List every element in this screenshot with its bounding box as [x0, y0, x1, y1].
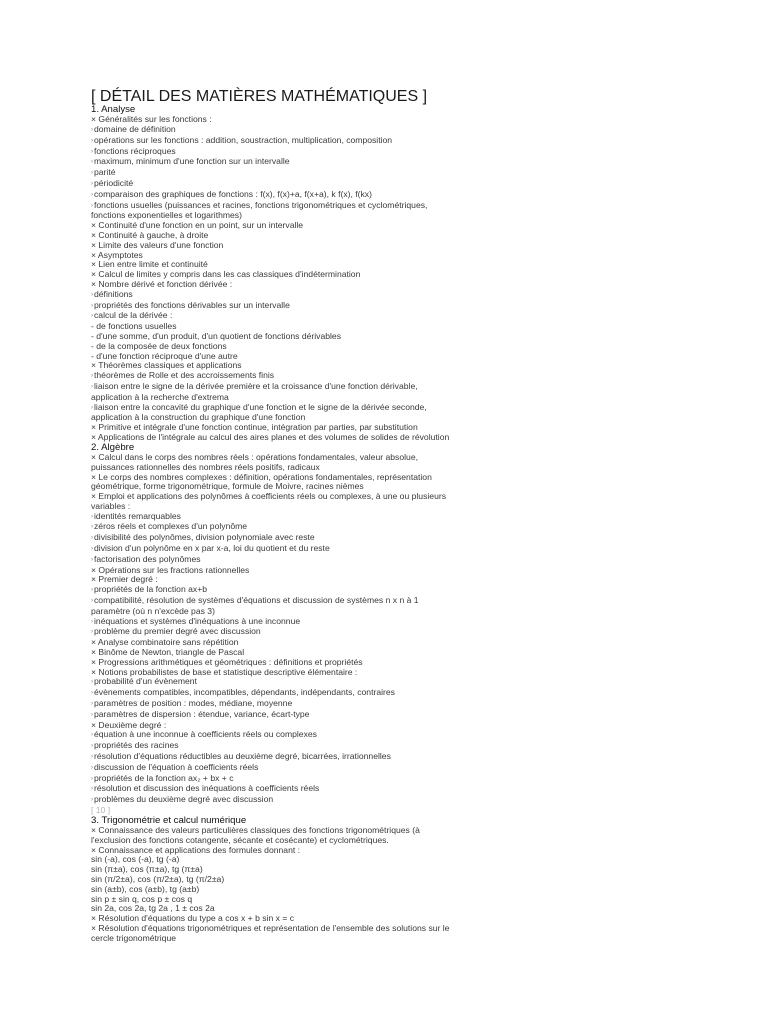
line-text: calcul de la dérivée : [94, 310, 173, 321]
line-text: × Nombre dérivé et fonction dérivée : [91, 278, 233, 289]
line-text: × Résolution d'équations du type a cos x + b sin x = c [91, 913, 295, 924]
sub-item [91, 168, 451, 179]
line-text: × Analyse combinatoire sans répétition [91, 637, 239, 648]
line-text: sin (π±a), cos (π±a), tg (π±a) [91, 864, 203, 875]
bullet-arrow-icon: › [91, 148, 93, 155]
line-text: propriétés des racines [94, 740, 179, 751]
line-text: évènements compatibles, incompatibles, dépendants, indépendants, contraires [94, 687, 395, 698]
line-text: propriétés de la fonction ax₂ + bx + c [94, 772, 234, 783]
line-text: × Connaissance et applications des formules donnant : [91, 844, 301, 855]
line-text: parité [94, 167, 116, 178]
line-text: opérations sur les fonctions : addition, soustraction, multiplication, composition [94, 134, 393, 145]
line-text: théorèmes de Rolle et des accroissements finis [94, 370, 275, 381]
line-text: × Progressions arithmétiques et géométriques : définitions et propriétés [91, 656, 363, 667]
content-list [91, 105, 451, 944]
line-text: liaison entre le signe de la dérivée première et la croissance d'une fonction dérivable, application à la recherche d'extrema [91, 380, 418, 402]
line-text: factorisation des polynômes [94, 553, 201, 564]
line-text: zéros réels et complexes d'un polynôme [94, 521, 248, 532]
bullet-arrow-icon: › [91, 404, 93, 411]
line-text: × Théorèmes classiques et applications [91, 360, 242, 371]
line-text: sin (π/2±a), cos (π/2±a), tg (π/2±a) [91, 873, 225, 884]
list-item [91, 492, 451, 512]
line-text: fonctions réciproques [94, 145, 176, 156]
line-text: × Binôme de Newton, triangle de Pascal [91, 647, 245, 658]
bullet-arrow-icon: › [91, 383, 93, 390]
line-text: discussion de l'équation à coefficients réels [94, 761, 259, 772]
line-text: définitions [94, 288, 133, 299]
bullet-arrow-icon: › [91, 546, 93, 553]
line-text: × Continuité d'une fonction en un point, sur un intervalle [91, 220, 304, 231]
line-text: × Lien entre limite et continuité [91, 259, 208, 270]
bullet-arrow-icon: › [91, 137, 93, 144]
line-text: propriétés des fonctions dérivables sur un intervalle [94, 299, 290, 310]
line-text: divisibilité des polynômes, division polynomiale avec reste [94, 532, 315, 543]
line-text: × Connaissance des valeurs particulières classiques des fonctions trigonométriques (à l'exclusion des fonctions cotangente, sécante et cosécante) et cyclométriques. [91, 825, 420, 845]
line-text: - d'une fonction réciproque d'une autre [91, 350, 238, 361]
list-item [91, 473, 451, 493]
line-text: problème du premier degré avec discussion [94, 626, 261, 637]
sub-item [91, 157, 451, 168]
sub-item [91, 795, 451, 806]
line-text: - d'une somme, d'un produit, d'un quotient de fonctions dérivables [91, 330, 341, 341]
document [91, 88, 451, 944]
line-text: paramètres de dispersion : étendue, variance, écart-type [94, 708, 310, 719]
page-title: [ DÉTAIL DES MATIÈRES MATHÉMATIQUES ] [91, 88, 428, 105]
line-text: × Deuxième degré : [91, 719, 167, 730]
list-item [91, 924, 451, 944]
bullet-arrow-icon: › [91, 291, 93, 298]
line-text: × Généralités sur les fonctions : [91, 114, 212, 125]
line-text: × Résolution d'équations trigonométriques et représentation de l'ensemble des solutions sur le cercle trigonométrique [91, 922, 450, 943]
bullet-arrow-icon: › [91, 159, 93, 166]
line-text: × Emploi et applications des polynômes à coefficients réels ou complexes, à une ou plusieurs variables : [91, 491, 447, 511]
bullet-arrow-icon: › [91, 127, 93, 133]
bullet-arrow-icon: › [91, 743, 93, 750]
bullet-arrow-icon: › [91, 180, 93, 187]
line-text: compatibilité, résolution de systèmes d'équations et discussion de systèmes n x n à 1 paramètre (où n n'excède pas 3) [91, 595, 419, 616]
bullet-arrow-icon: › [91, 587, 93, 594]
line-text: domaine de définition [94, 124, 176, 134]
line-text: 1. Analyse [91, 104, 136, 115]
bullet-arrow-icon: › [91, 775, 93, 782]
bullet-arrow-icon: › [91, 191, 93, 198]
list-item [91, 826, 451, 846]
line-text: sin 2a, cos 2a, tg 2a , 1 ± cos 2a [91, 903, 215, 914]
line-text: sin (a±b), cos (a±b), tg (a±b) [91, 883, 200, 894]
bullet-arrow-icon: › [91, 535, 93, 542]
line-text: liaison entre la concavité du graphique d'une fonction et le signe de la dérivée seconde, application à la construction du graphique d'une fonction [91, 401, 427, 423]
line-text: × Primitive et intégrale d'une fonction continue, intégration par parties, par substitution [91, 422, 418, 433]
bullet-arrow-icon: › [91, 786, 93, 793]
line-text: [ 10 ] [91, 805, 111, 815]
bullet-arrow-icon: › [91, 754, 93, 761]
bullet-arrow-icon: › [91, 679, 93, 686]
bullet-arrow-icon: › [91, 556, 93, 563]
line-text: problèmes du deuxième degré avec discussion [94, 794, 274, 805]
line-text: comparaison des graphiques de fonctions : f(x), f(x)+a, f(x+a), k f(x), f(kx) [94, 188, 372, 199]
line-text: fonctions usuelles (puissances et racines, fonctions trigonométriques et cyclométriques, fonctions exponentielles et logarithmes) [91, 199, 428, 221]
line-text: 3. Trigonométrie et calcul numérique [91, 814, 247, 826]
list-item [91, 280, 451, 290]
line-text: paramètres de position : modes, médiane, moyenne [94, 698, 293, 709]
list-item [91, 241, 451, 251]
line-text: identités remarquables [94, 510, 181, 521]
bullet-arrow-icon: › [91, 202, 93, 209]
line-text: sin p ± sin q, cos p ± cos q [91, 893, 193, 904]
line-text: propriétés de la fonction ax+b [94, 584, 207, 595]
bullet-arrow-icon: › [91, 302, 93, 309]
list-item [91, 453, 451, 473]
bullet-arrow-icon: › [91, 598, 93, 605]
line-text: × Limite des valeurs d'une fonction [91, 239, 224, 250]
bullet-arrow-icon: › [91, 313, 93, 320]
bullet-arrow-icon: › [91, 732, 93, 739]
bullet-arrow-icon: › [91, 701, 93, 708]
sub-item [91, 382, 451, 403]
line-text: × Applications de l'intégrale au calcul des aires planes et des volumes de solides de révolution [91, 431, 450, 442]
bullet-arrow-icon: › [91, 524, 93, 531]
line-text: sin (-a), cos (-a), tg (-a) [91, 854, 180, 865]
line-text: équation à une inconnue à coefficients réels ou complexes [94, 729, 317, 740]
sub-item [91, 596, 451, 617]
line-text: périodicité [94, 177, 134, 188]
bullet-arrow-icon: › [91, 764, 93, 771]
line-text: × Notions probabilistes de base et statistique descriptive élémentaire : [91, 666, 358, 677]
line-text: × Le corps des nombres complexes : définition, opérations fondamentales, représentation géométrique, forme trigonométrique, formule de Moivre, racines nièmes [91, 471, 432, 492]
bullet-arrow-icon: › [91, 690, 93, 697]
line-text: résolution d'équations réductibles au deuxième degré, bicarrées, irrationnelles [94, 751, 391, 762]
line-text: × Asymptotes [91, 249, 143, 260]
line-text: × Continuité à gauche, à droite [91, 229, 209, 240]
line-text: - de fonctions usuelles [91, 321, 177, 332]
sub-item [91, 201, 451, 222]
bullet-arrow-icon: › [91, 170, 93, 177]
sub-item [91, 403, 451, 424]
line-text: résolution et discussion des inéquations à coefficients réels [94, 783, 320, 794]
list-item [91, 433, 451, 443]
bullet-arrow-icon: › [91, 618, 93, 625]
bullet-arrow-icon: › [91, 629, 93, 636]
line-text: - de la composée de deux fonctions [91, 340, 227, 351]
line-text: × Premier degré : [91, 574, 158, 585]
bullet-arrow-icon: › [91, 373, 93, 380]
line-text: maximum, minimum d'une fonction sur un intervalle [94, 156, 290, 167]
line-text: division d'un polynôme en x par x-a, loi du quotient et du reste [94, 543, 330, 554]
line-text: × Calcul de limites y compris dans les cas classiques d'indétermination [91, 269, 361, 280]
bullet-arrow-icon: › [91, 797, 93, 804]
bullet-arrow-icon: › [91, 711, 93, 718]
line-text: 2. Algèbre [91, 441, 135, 453]
line-text: × Opérations sur les fractions rationnelles [91, 564, 250, 575]
line-text: probabilité d'un évènement [94, 676, 197, 687]
bullet-arrow-icon: › [91, 513, 93, 520]
line-text: inéquations et systèmes d'inéquations à une inconnue [94, 615, 301, 626]
line-text: × Calcul dans le corps des nombres réels : opérations fondamentales, valeur absolue, puissances rationnelles des nombres réels positifs, radicaux [91, 451, 418, 472]
